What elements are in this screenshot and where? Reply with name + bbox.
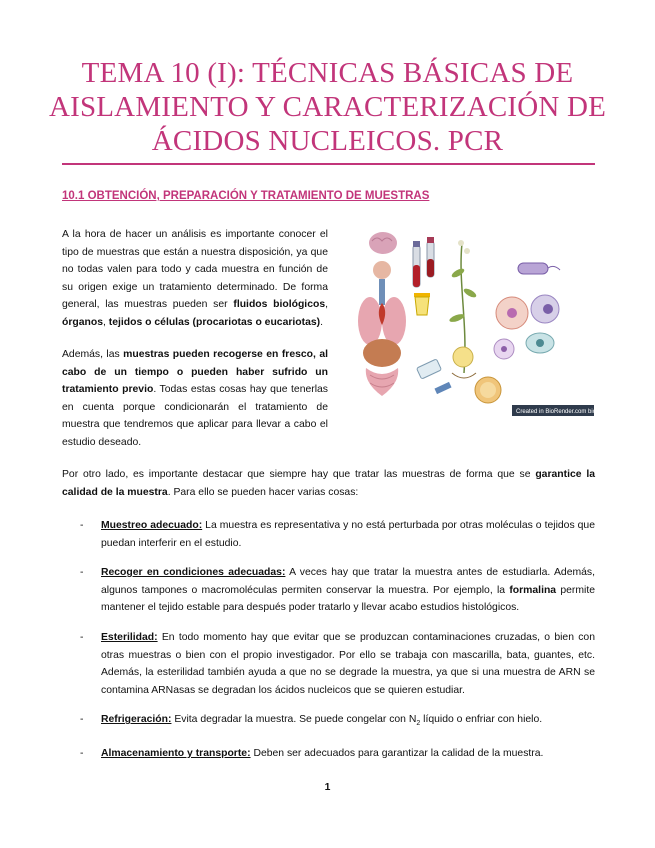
sample-types-illustration <box>340 223 596 418</box>
list-item: - Almacenamiento y transporte: Deben ser adecuados para garantizar la calidad de la muestra. <box>80 748 544 760</box>
list-item-term: Muestreo adecuado: <box>101 520 203 531</box>
title-line-1: TEMA 10 (I): TÉCNICAS BÁSICAS DE <box>81 57 574 89</box>
petri-dish-icon <box>453 347 501 403</box>
bacterium-icon <box>518 263 560 274</box>
page-title <box>40 56 615 158</box>
list-item: - Recoger en condiciones adecuadas: A veces hay que tratar la muestra antes de estudiarla. Además, algunos tampones o macromoléculas permiten conservar la muestra. Por ejemplo, la formalina permite mantener el tejido estable para después poder tratarlo y llevar acabo estudios histológicos. <box>80 567 595 614</box>
list-item-term: Esterilidad: <box>101 631 158 643</box>
title-line-2: AISLAMIENTO Y CARACTERIZACIÓN DE <box>48 91 607 123</box>
list-item-term: Refrigeración: <box>101 714 172 726</box>
biology-samples-svg <box>340 223 596 418</box>
intro-paragraph-3: Por otro lado, es importante destacar que siempre hay que tratar las muestras de forma que se garantice la calidad de la muestra. Para ello se pueden hacer varias cosas: <box>62 469 595 498</box>
cells-icon <box>494 295 559 359</box>
list-item-term: Almacenamiento y transporte: <box>101 748 251 760</box>
intro-paragraph-2: Además, las muestras pueden recogerse en fresco, al cabo de un tiempo o pueden haber sufrido un tratamiento previo. Todas estas cosas hay que tenerlas en cuenta porque condicionarán el tratamiento de muestra que tendremos que aplicar para llevar a cabo el estudio deseado. <box>62 349 329 448</box>
list-item: - Muestreo adecuado: La muestra es representativa y no está perturbada por otras moléculas o tejidos que puedan interferir en el estudio. <box>80 520 595 549</box>
title-line-3: ÁCIDOS NUCLEICOS. PCR <box>151 125 504 157</box>
quality-measures-list <box>62 517 595 763</box>
culture-flask-icon <box>416 359 451 394</box>
list-item: - Esterilidad: En todo momento hay que evitar que se produzcan contaminaciones cruzadas, o bien con otras muestras o bien con el propio investigador. Por ello se trabaja con mascarilla, bata, guantes, etc. Además, la esterilidad también ayuda a que no se degrade la muestra, ya que si una muestra de ARN se contamina ARNasas se degradan los ácidos nucleicos que se quieren estudiar. <box>80 631 595 696</box>
organs-icon <box>358 279 406 396</box>
list-item-term: Recoger en condiciones adecuadas: <box>101 567 286 579</box>
title-divider <box>62 163 595 165</box>
list-item: - Refrigeración: Evita degradar la muestra. Se puede congelar con $N_2$ líquido o enfriar con hielo. <box>80 714 543 728</box>
brain-icon <box>369 232 397 254</box>
page-number: 1 <box>324 782 331 793</box>
blood-tubes-icon <box>413 237 434 287</box>
urine-container-icon <box>414 293 430 315</box>
intro-paragraph-1: A la hora de hacer un análisis es importante conocer el tipo de muestras que están a nuestra disposición, ya que no todas valen para todo y cada muestra en función de su origen exige un tratamiento determinado. De forma general, las muestras pueden ser fluidos biológicos, órganos, tejidos o células (procariotas o eucariotas). <box>62 229 328 328</box>
section-heading: 10.1 OBTENCIÓN, PREPARACIÓN Y TRATAMIENTO DE MUESTRAS <box>62 190 430 202</box>
figure-credit: Created in BioRender.com bio <box>516 409 596 415</box>
head-icon <box>373 261 391 279</box>
